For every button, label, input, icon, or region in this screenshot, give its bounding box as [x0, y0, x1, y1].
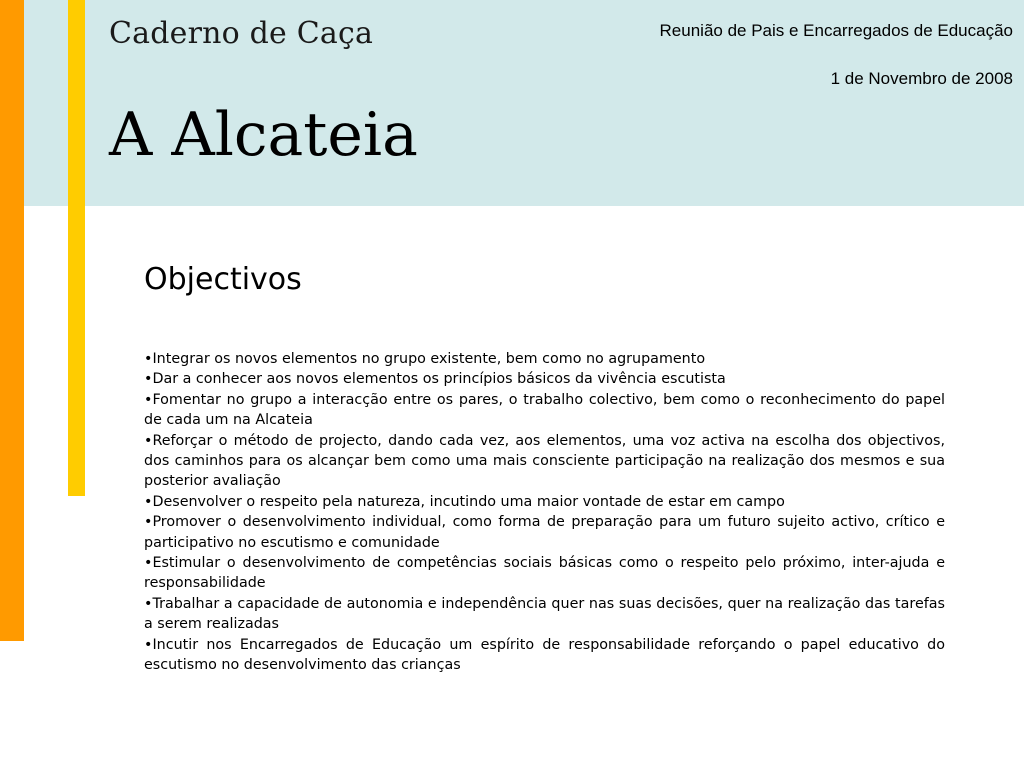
objective-item: • Fomentar no grupo a interacção entre os pares, o trabalho colectivo, bem como o reconhecimento do papel de cada um na Alcateia [144, 390, 945, 431]
objective-item: • Trabalhar a capacidade de autonomia e independência quer nas suas decisões, quer na realização das tarefas a serem realizadas [144, 594, 945, 635]
document-title: A Alcateia [109, 100, 418, 170]
objective-item: • Dar a conhecer aos novos elementos os princípios básicos da vivência escutista [144, 369, 945, 389]
orange-accent-bar [0, 0, 24, 641]
objective-item: • Desenvolver o respeito pela natureza, incutindo uma maior vontade de estar em campo [144, 492, 945, 512]
objectives-list [144, 349, 945, 676]
objective-item: • Reforçar o método de projecto, dando cada vez, aos elementos, uma voz activa na escolha dos objectivos, dos caminhos para os alcançar bem como uma mais consciente participação na realização dos mesmos e sua posterior avaliação [144, 431, 945, 492]
meeting-date: 1 de Novembro de 2008 [830, 69, 1013, 88]
meeting-name: Reunião de Pais e Encarregados de Educação [659, 21, 1013, 40]
yellow-accent-bar [68, 0, 85, 496]
section-heading: Objectivos [144, 262, 302, 297]
objective-item: • Estimular o desenvolvimento de competências sociais básicas como o respeito pelo próximo, inter-ajuda e responsabilidade [144, 553, 945, 594]
objective-item: • Incutir nos Encarregados de Educação um espírito de responsabilidade reforçando o papel educativo do escutismo no desenvolvimento das crianças [144, 635, 945, 676]
document-subtitle: Caderno de Caça [109, 16, 374, 51]
objective-item: • Integrar os novos elementos no grupo existente, bem como no agrupamento [144, 349, 945, 369]
objective-item: • Promover o desenvolvimento individual, como forma de preparação para um futuro sujeito activo, crítico e participativo no escutismo e comunidade [144, 512, 945, 553]
